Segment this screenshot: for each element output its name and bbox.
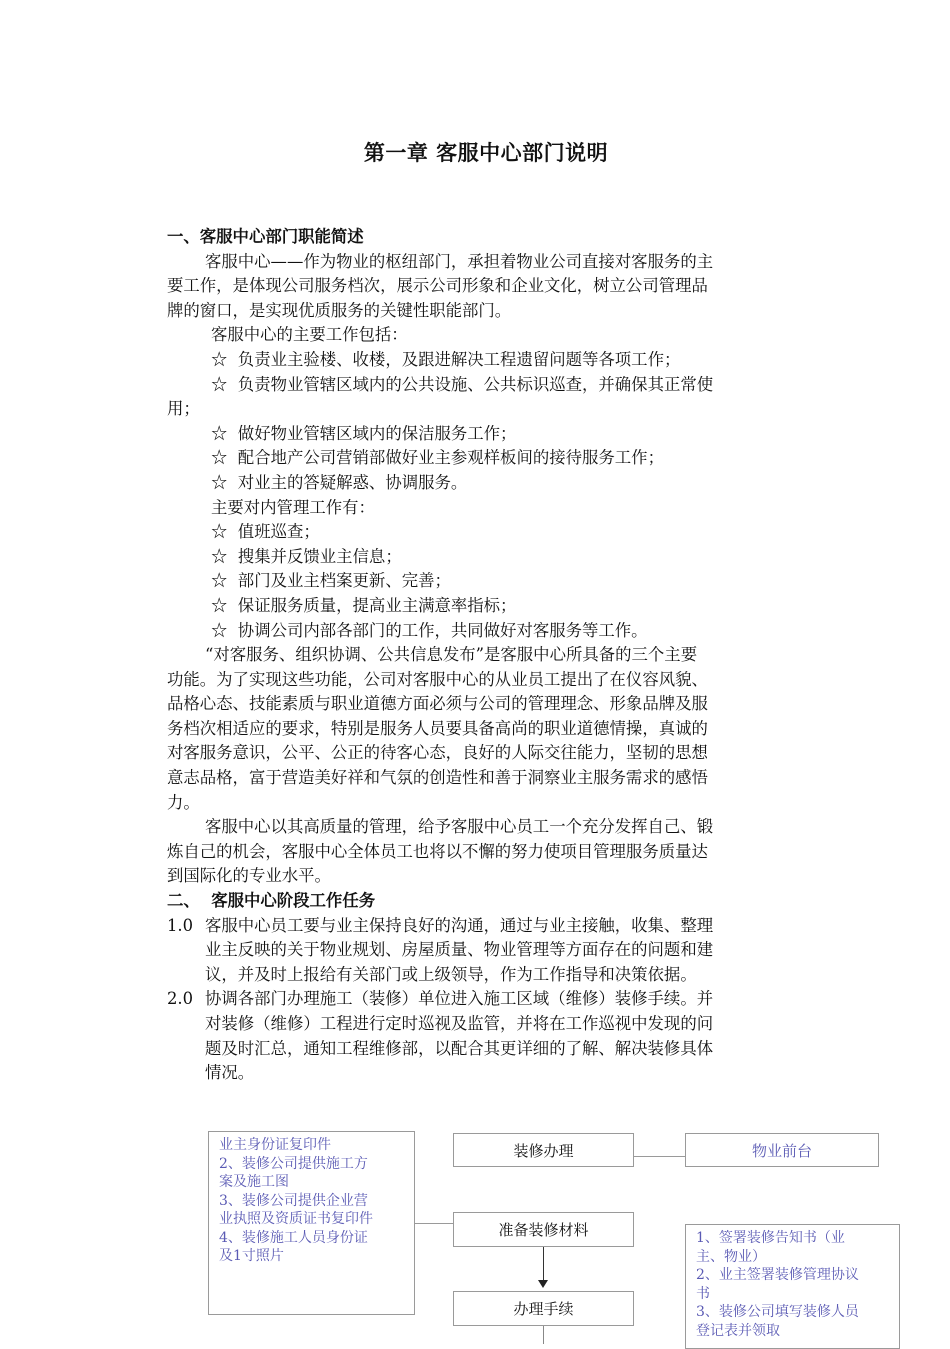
- task-text: 客服中心员工要与业主保持良好的沟通，通过与业主接触，收集、整理: [205, 915, 714, 935]
- task-item-line: 题及时汇总，通知工程维修部，以配合其更详细的了解、解决装修具体: [205, 1038, 714, 1058]
- connector-line: [415, 1223, 453, 1224]
- main-work-item-wrap: 用；: [167, 399, 200, 419]
- main-work-label: 客服中心的主要工作包括：: [211, 325, 408, 345]
- paragraph-line: 客服中心——作为物业的枢纽部门，承担着物业公司直接对客服务的主: [205, 251, 714, 271]
- task-number: 1.0: [167, 915, 194, 935]
- main-work-item: ☆ 负责物业管辖区域内的公共设施、公共标识巡查，并确保其正常使: [211, 374, 714, 394]
- paragraph-line: 对客服务意识，公平、公正的待客心态，良好的人际交往能力，坚韧的思想: [167, 743, 708, 763]
- paragraph-line: 到国际化的专业水平。: [167, 866, 331, 886]
- task-item-line: 情况。: [205, 1063, 255, 1083]
- task-item-line: 对装修（维修）工程进行定时巡视及监管，并将在工作巡视中发现的问: [205, 1014, 714, 1033]
- flowchart-step-procedures: 办理手续: [453, 1291, 634, 1326]
- internal-label: 主要对内管理工作有：: [211, 497, 375, 517]
- task-number: 2.0: [167, 989, 194, 1009]
- task-text: 协调各部门办理施工（装修）单位进入施工区域（维修）装修手续。并: [205, 989, 714, 1009]
- section-2-heading: 二、 客服中心阶段工作任务: [167, 891, 376, 911]
- flowchart-left-box: 业主身份证复印件 2、装修公司提供施工方 案及施工图 3、装修公司提供企业营 业执照及资质证书复印件 4、装修施工人员身份证 及1寸照片: [208, 1131, 415, 1315]
- paragraph-line: 品格心态、技能素质与职业道德方面必须与公司的管理理念、形象品牌及服: [167, 694, 708, 714]
- arrow-line: [543, 1326, 544, 1344]
- paragraph-line: 功能。为了实现这些功能，公司对客服中心的从业员工提出了在仪容风貌、: [167, 669, 708, 689]
- flowchart-step-prepare-materials: 准备装修材料: [453, 1212, 634, 1247]
- task-item-line: 业主反映的关于物业规划、房屋质量、物业管理等方面存在的问题和建: [205, 940, 714, 960]
- main-work-item: ☆ 做好物业管辖区域内的保洁服务工作；: [211, 423, 517, 443]
- internal-item: ☆ 值班巡查；: [211, 522, 320, 542]
- paragraph-line: 力。: [167, 792, 200, 812]
- arrow-line: [543, 1247, 544, 1280]
- internal-item: ☆ 协调公司内部各部门的工作，共同做好对客服务等工作。: [211, 620, 648, 640]
- main-work-item: ☆ 负责业主验楼、收楼，及跟进解决工程遗留问题等各项工作；: [211, 349, 681, 369]
- flowchart-step-renovation-apply: 装修办理: [453, 1133, 634, 1167]
- main-work-item: ☆ 配合地产公司营销部做好业主参观样板间的接待服务工作；: [211, 448, 664, 468]
- flowchart-property-front-desk: 物业前台: [685, 1133, 879, 1167]
- paragraph-line: 务档次相适应的要求，特别是服务人员要具备高尚的职业道德情操，真诚的: [167, 718, 708, 738]
- paragraph-line: 牌的窗口，是实现优质服务的关键性职能部门。: [167, 300, 512, 320]
- paragraph-line: 意志品格，富于营造美好祥和气氛的创造性和善于洞察业主服务需求的感悟: [167, 768, 708, 788]
- paragraph-line: 客服中心以其高质量的管理，给予客服中心员工一个充分发挥自己、锻: [205, 817, 714, 837]
- arrow-down-icon: [538, 1280, 548, 1288]
- internal-item: ☆ 部门及业主档案更新、完善；: [211, 571, 451, 591]
- chapter-title: 第一章 客服中心部门说明: [363, 141, 609, 165]
- paragraph-line: 要工作，是体现公司服务档次，展示公司形象和企业文化，树立公司管理品: [167, 276, 708, 296]
- task-item-line: 议，并及时上报给有关部门或上级领导，作为工作指导和决策依据。: [205, 964, 697, 984]
- paragraph-line: “对客服务、组织协调、公共信息发布”是客服中心所具备的三个主要: [205, 645, 698, 665]
- section-1-heading: 一、客服中心部门职能简述: [167, 227, 364, 246]
- flowchart-right-box: 1、签署装修告知书（业 主、物业） 2、业主签署装修管理协议 书 3、装修公司填写装修人员 登记表并领取: [685, 1224, 900, 1349]
- main-work-item: ☆ 对业主的答疑解惑、协调服务。: [211, 472, 468, 492]
- section-1: [167, 225, 807, 1086]
- task-item-line: [167, 987, 807, 1012]
- connector-line: [634, 1156, 685, 1157]
- internal-item: ☆ 搜集并反馈业主信息；: [211, 546, 402, 566]
- internal-item: ☆ 保证服务质量，提高业主满意率指标；: [211, 595, 517, 615]
- task-item-line: [167, 914, 807, 939]
- paragraph-line: 炼自己的机会，客服中心全体员工也将以不懈的努力使项目管理服务质量达: [167, 841, 708, 861]
